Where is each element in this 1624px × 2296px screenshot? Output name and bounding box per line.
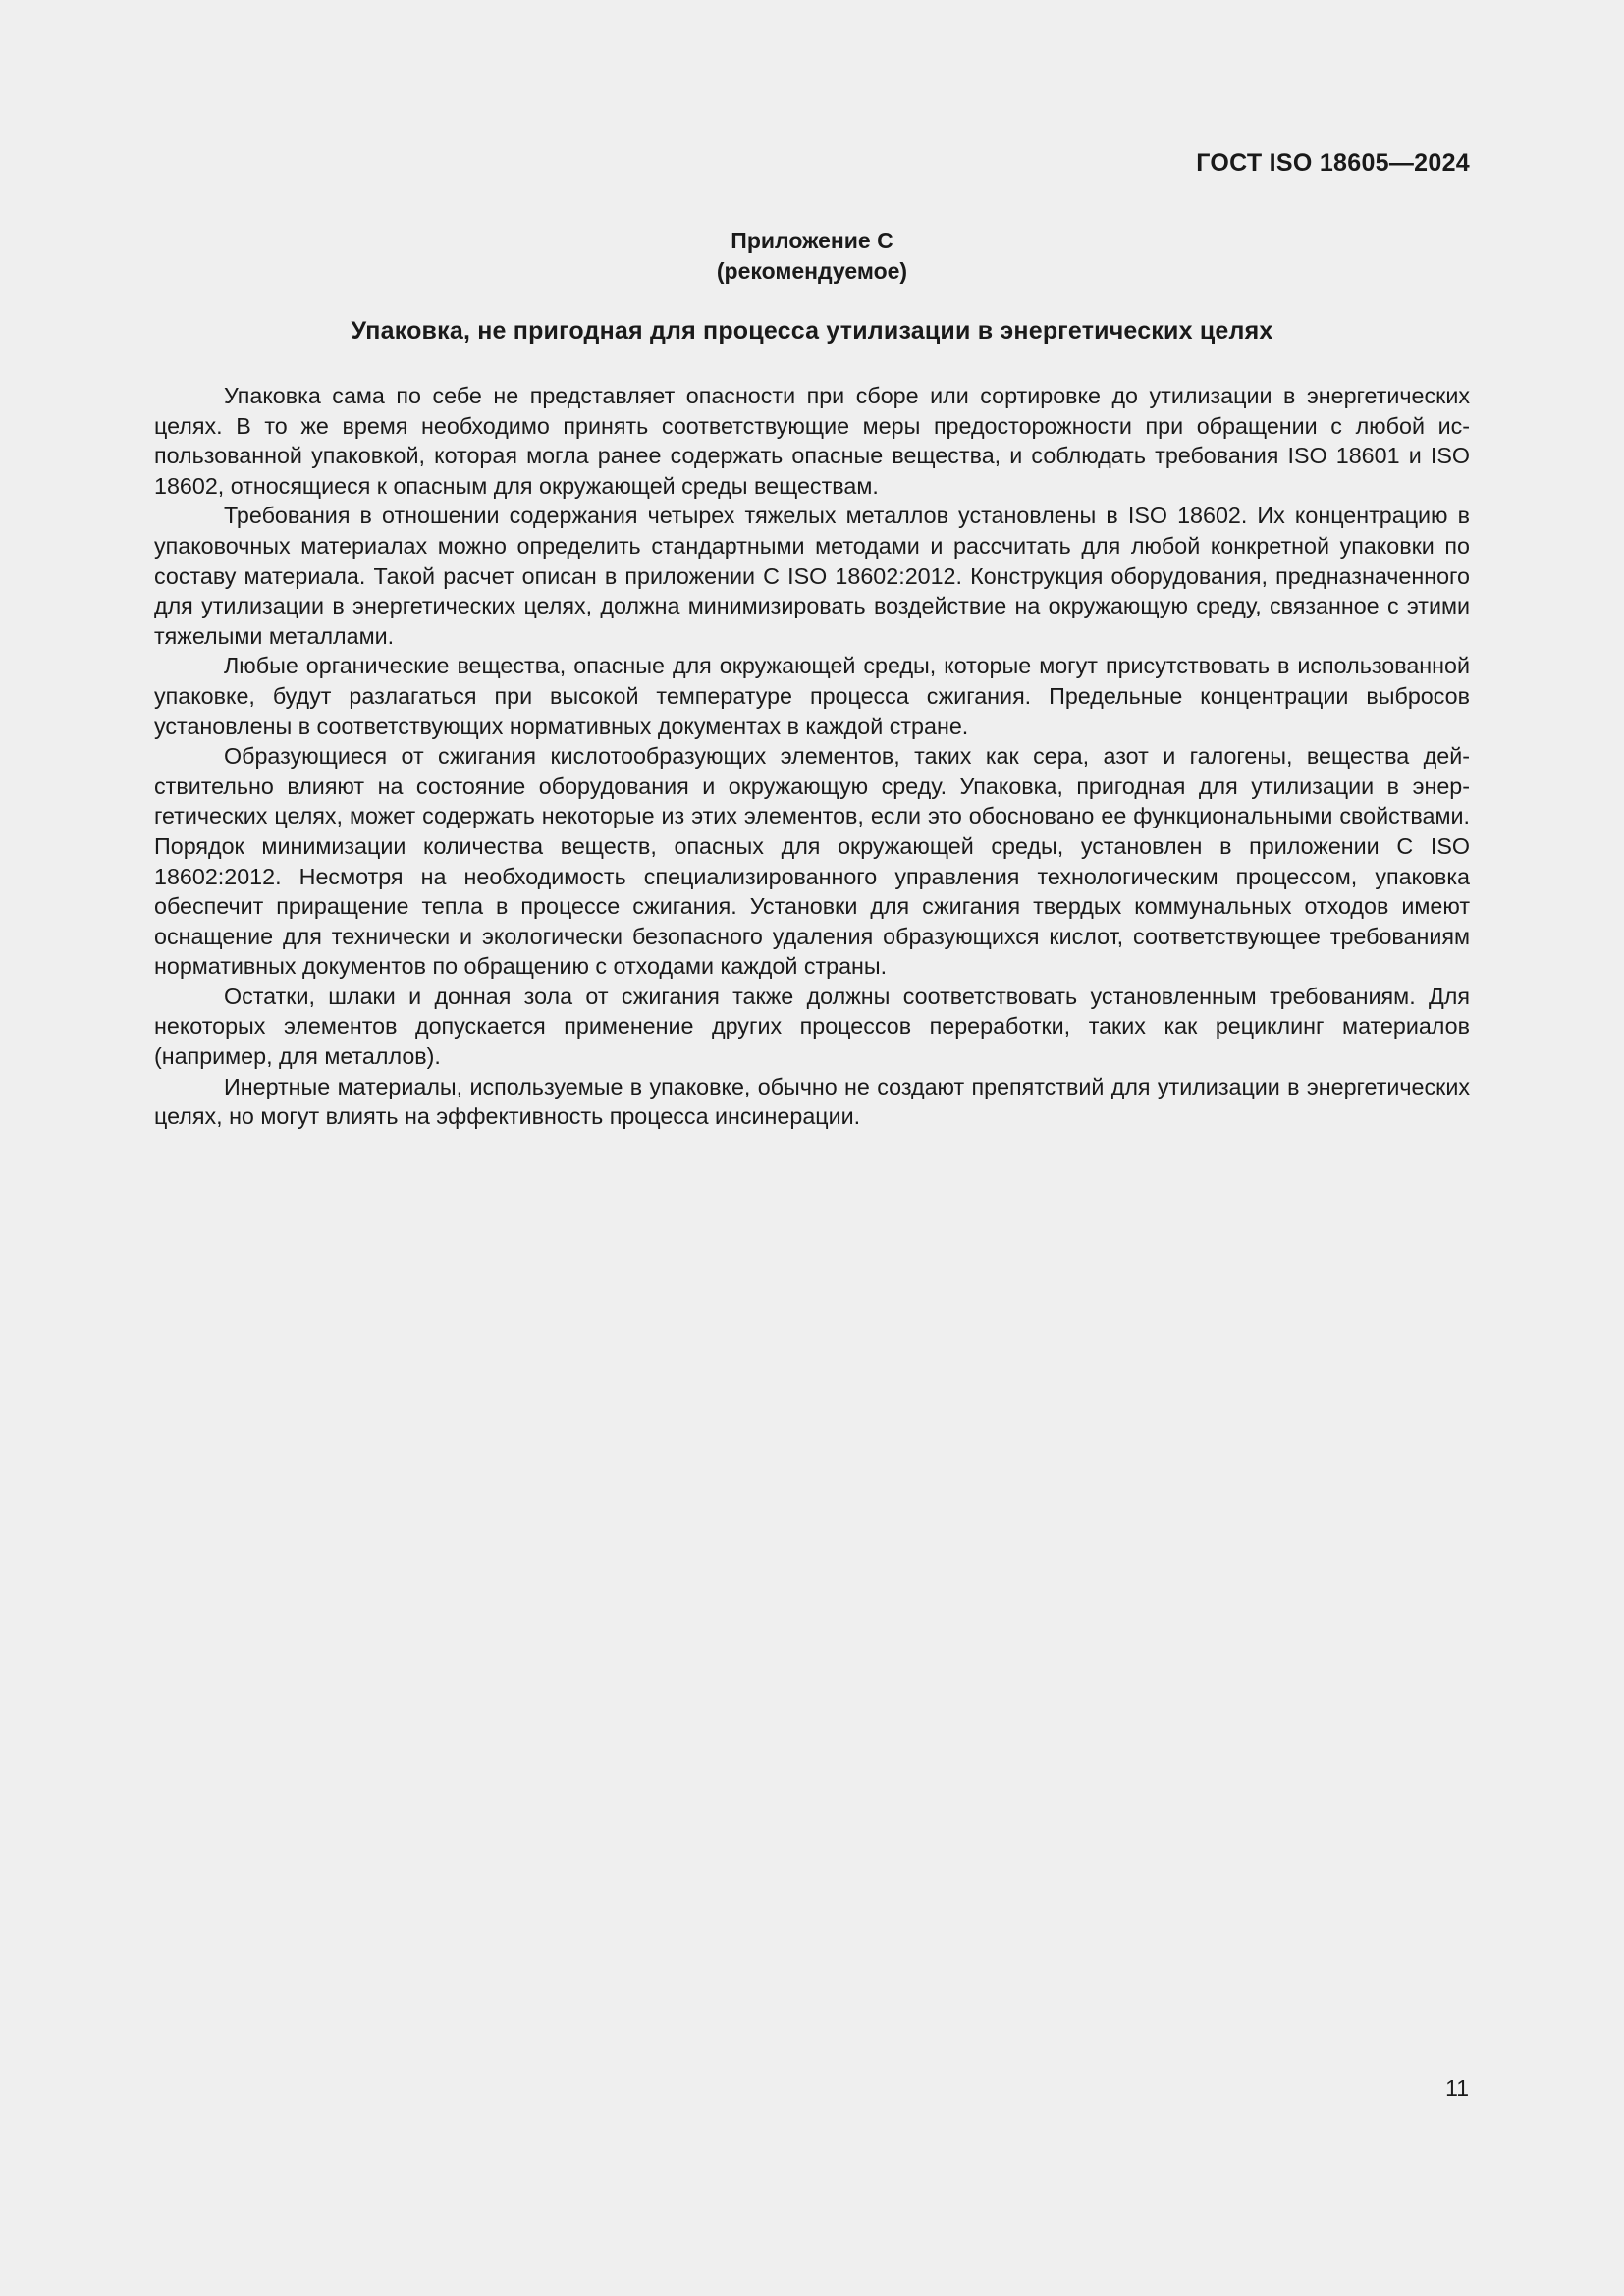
paragraph: Остатки, шлаки и донная зола от сжигания также должны соответствовать установленным требованиям. Для некоторых элементов допускается применение других процессов переработки, таких как рециклинг материалов (например, для металлов).	[154, 983, 1470, 1070]
annex-title-block	[0, 226, 1624, 287]
document-code: ГОСТ ISO 18605—2024	[1196, 149, 1470, 177]
paragraph: Образующиеся от сжигания кислотообразующих элементов, таких как сера, азот и галогены, вещества действительно влияют на состояние оборудования и окружающую среду. Упаковка, пригодная для утилизации в энергетических целях, может содержать некоторые из этих элементов, если это обосновано ее функциональными свойствами. Порядок минимизации количества веществ, опасных для окружающей среды, установлен в приложении С ISO 18602:2012. Несмотря на необходимость специализированного управления технологическим процессом, упаковка обеспечит приращение тепла в процессе сжигания. Установки для сжигания твердых коммунальных отходов имеют оснащение для технически и экологически безопасного удаления образующихся кислот, соответствующее требованиям нормативных документов по обращению с отходами каждой страны.	[154, 743, 1470, 980]
paragraph: Требования в отношении содержания четырех тяжелых металлов установлены в ISO 18602. Их концентрацию в упаковочных материалах можно определить стандартными методами и рассчитать для любой конкретной упаковки по составу материала. Такой расчет описан в приложении С ISO 18602:2012. Конструкция оборудования, предназначенного для утилизации в энергетических целях, должна минимизировать воздействие на окружающую среду, связанное с этими тяжелыми металлами.	[154, 503, 1470, 649]
body-text	[154, 381, 1470, 1132]
page-number: 11	[1445, 2075, 1469, 2101]
annex-status: (рекомендуемое)	[716, 258, 908, 284]
paragraph: Инертные материалы, используемые в упаковке, обычно не создают препятствий для утилизации в энергетических целях, но могут влиять на эффективность процесса инсинерации.	[154, 1073, 1470, 1130]
paragraph: Упаковка сама по себе не представляет опасности при сборе или сортировке до утилизации в энергетических целях. В то же время необходимо принять соответствующие меры предосторожности при обращении с любой использованной упаковкой, которая могла ранее содержать опасные вещества, и соблюдать требования ISO 18601 и ISO 18602, относящиеся к опасным для окружающей среды веществам.	[154, 383, 1470, 499]
paragraph: Любые органические вещества, опасные для окружающей среды, которые могут присутствовать в использованной упаковке, будут разлагаться при высокой температуре процесса сжигания. Предельные концентрации выбросов установлены в соответствующих нормативных документах в каждой стране.	[154, 653, 1470, 739]
annex-heading: Упаковка, не пригодная для процесса утилизации в энергетических целях	[351, 317, 1273, 345]
annex-title: Приложение С	[731, 228, 893, 253]
